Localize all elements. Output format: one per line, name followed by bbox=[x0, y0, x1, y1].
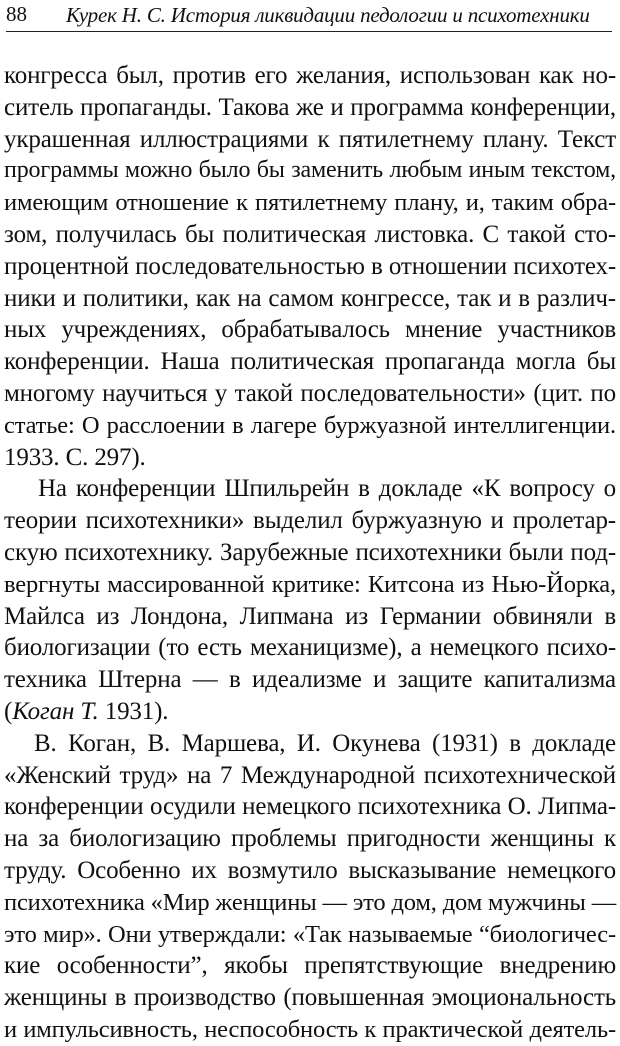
text-line: 1933. С. 297). bbox=[4, 443, 146, 471]
text-line: женщины в производство (повышенная эмоциональность bbox=[4, 984, 616, 1012]
text-line: «Женский труд» на 7 Международной психотехнической bbox=[4, 761, 616, 789]
text-line: кие особенности”, якобы препятствующие внедрению bbox=[4, 952, 616, 980]
citation-open: ( bbox=[4, 697, 13, 725]
text-line: На конференции Шпильрейн в докладе «К вопросу о bbox=[38, 475, 616, 503]
text-line: ных учреждениях, обрабатывалось мнение участников bbox=[4, 316, 616, 344]
text-line: конференции осудили немецкого психотехника О. Липма- bbox=[4, 793, 616, 821]
text-line: биологизации (то есть механицизме), а немецкого психо- bbox=[4, 634, 616, 662]
text-line: техника Штерна — в идеализме и защите капитализма bbox=[4, 666, 616, 694]
text-line: конференции. Наша политическая пропаганда могла бы bbox=[4, 348, 616, 376]
text-line: труду. Особенно их возмутило высказывание немецкого bbox=[4, 856, 616, 884]
text-line: В. Коган, В. Маршева, И. Окунева (1931) в докладе bbox=[34, 729, 616, 757]
text-line: ники и политики, как на самом конгрессе, так и в различ- bbox=[4, 284, 616, 312]
text-line: программы можно было бы заменить любым иным текстом, bbox=[4, 157, 616, 184]
text-line: конгресса был, против его желания, использован как но- bbox=[4, 62, 616, 89]
body-text bbox=[4, 60, 616, 1046]
text-line: психотехника «Мир женщины — это дом, дом мужчины — bbox=[4, 888, 617, 916]
citation-author: Коган Т. bbox=[12, 697, 99, 725]
text-line: ситель пропаганды. Такова же и программа конференции, bbox=[4, 93, 616, 121]
citation-rest: 1931). bbox=[98, 697, 169, 725]
text-line: и импульсивность, неспособность к практической деятель- bbox=[4, 1015, 616, 1043]
header-rule bbox=[6, 31, 612, 32]
text-line: на за биологизацию проблемы пригодности женщины к bbox=[4, 825, 616, 853]
text-line: процентной последовательностью в отношении психотех- bbox=[4, 252, 616, 280]
text-line: статье: О расслоении в лагере буржуазной интеллигенции. bbox=[4, 411, 616, 439]
text-line: украшенная иллюстрациями к пятилетнему плану. Текст bbox=[4, 125, 616, 153]
text-line: имеющим отношение к пятилетнему плану, и, таким обра- bbox=[4, 189, 616, 217]
page-number: 88 bbox=[6, 2, 27, 26]
text-line: Майлса из Лондона, Липмана из Германии обвиняли в bbox=[4, 602, 616, 630]
citation-line bbox=[4, 696, 616, 728]
text-line: теории психотехники» выделил буржуазную и пролетар- bbox=[4, 507, 616, 535]
text-line: зом, получилась бы политическая листовка. С такой сто- bbox=[4, 220, 616, 248]
text-line: многому научиться у такой последовательности» (цит. по bbox=[4, 379, 616, 407]
text-line: вергнуты массированной критике: Китсона из Нью-Йорка, bbox=[4, 570, 616, 598]
running-head bbox=[6, 0, 612, 40]
running-head-title: Курек Н. С. История ликвидации педологии и психотехники bbox=[66, 3, 590, 27]
text-line: скую психотехнику. Зарубежные психотехники были под- bbox=[4, 538, 616, 566]
text-line: это мир». Они утверждали: «Так называемые “биологичес- bbox=[4, 920, 616, 948]
